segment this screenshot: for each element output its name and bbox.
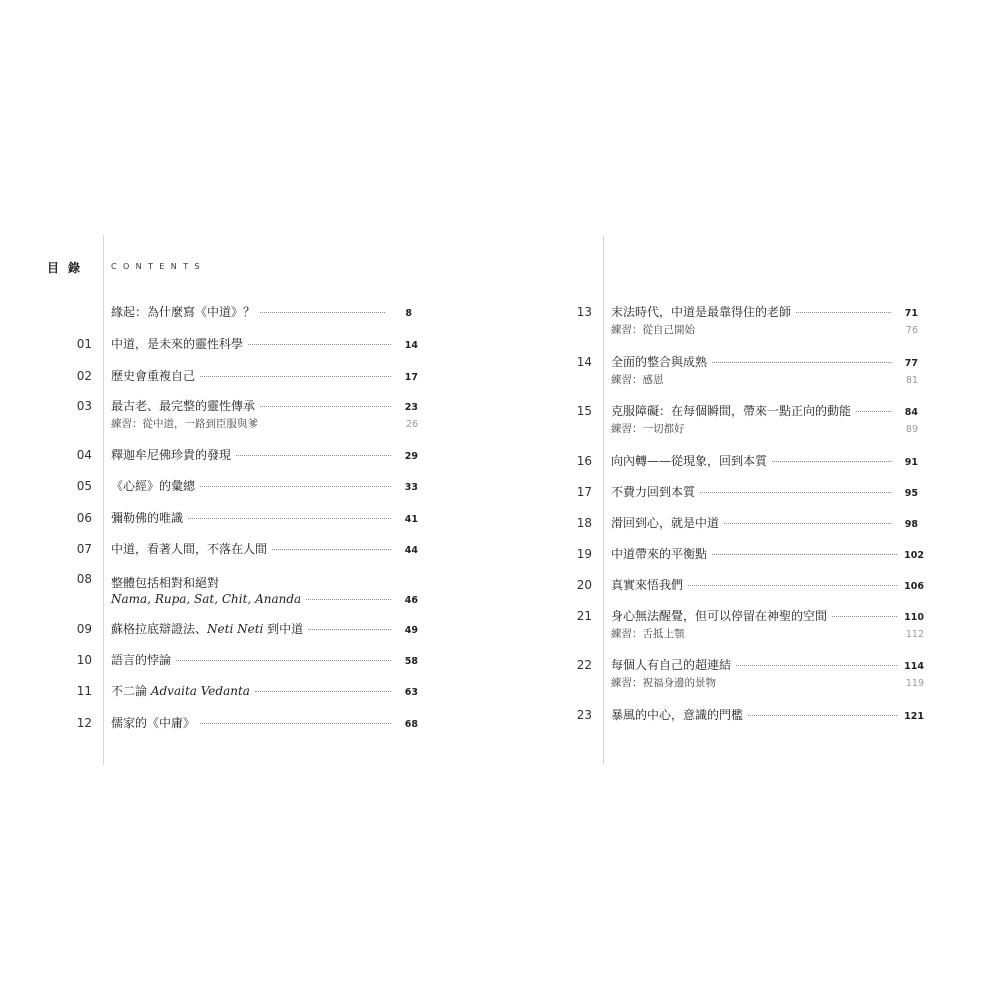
chapter-title: 緣起：為什麼寫《中道》？ (111, 305, 256, 319)
exercise-title: 練習：一切都好 (611, 423, 685, 435)
dot-leader (260, 312, 385, 313)
dot-leader (712, 554, 897, 555)
chapter-number: 07 (76, 542, 92, 556)
chapter-number: 16 (576, 454, 592, 468)
chapter-title: 真實來悟我們 (611, 578, 684, 592)
chapter-title-sanskrit: Nama, Rupa, Sat, Chit, Ananda (111, 592, 302, 606)
page-number: 46 (404, 595, 418, 606)
chapter-number: 09 (76, 622, 92, 636)
chapter-number: 08 (76, 572, 92, 586)
chapter-title: 中道，看著人間，不落在人間 (111, 542, 268, 556)
chapter-title: 最古老、最完整的靈性傳承 (111, 399, 256, 413)
dot-leader (688, 585, 897, 586)
page-number: 110 (904, 612, 924, 623)
dot-leader (724, 523, 891, 524)
exercise-page-number: 26 (405, 419, 418, 430)
chapter-title: 末法時代，中道是最靠得住的老師 (611, 305, 792, 319)
exercise-title: 練習：感恩 (611, 374, 664, 386)
chapter-number: 17 (576, 485, 592, 499)
left-column-divider (103, 235, 104, 765)
chapter-number: 04 (76, 448, 92, 462)
chapter-title: 全面的整合與成熟 (611, 355, 708, 369)
dot-leader (260, 406, 391, 407)
page-number: 63 (404, 687, 418, 698)
dot-leader (712, 362, 891, 363)
chapter-title: 滑回到心，就是中道 (611, 516, 720, 530)
chapter-number: 21 (576, 609, 592, 623)
page-number: 121 (904, 711, 924, 722)
dot-leader (308, 629, 391, 630)
chapter-title: 釋迦牟尼佛珍貴的發現 (111, 448, 232, 462)
dot-leader (236, 455, 391, 456)
dot-leader (748, 715, 897, 716)
right-column-divider (603, 235, 604, 765)
exercise-page-number: 76 (905, 325, 918, 336)
chapter-title: 中道帶來的平衡點 (611, 547, 708, 561)
chapter-number: 02 (76, 369, 92, 383)
chapter-title: 身心無法醒覺，但可以停留在神聖的空間 (611, 609, 828, 623)
chapter-number: 12 (76, 716, 92, 730)
chapter-number: 14 (576, 355, 592, 369)
page-number: 98 (904, 519, 918, 530)
chapter-number: 22 (576, 658, 592, 672)
dot-leader (796, 312, 891, 313)
exercise-title: 練習：舌抵上顎 (611, 628, 685, 640)
page-number: 102 (904, 550, 924, 561)
page-number: 77 (904, 358, 918, 369)
chapter-number: 19 (576, 547, 592, 561)
chapter-title-suffix: 到中道 (263, 622, 304, 636)
page-number: 91 (904, 457, 918, 468)
chapter-title-italic: Neti Neti (207, 622, 264, 636)
chapter-number: 06 (76, 511, 92, 525)
toc-heading-english: CONTENTS (111, 262, 206, 271)
page-number: 68 (404, 719, 418, 730)
exercise-page-number: 119 (905, 678, 924, 689)
chapter-title: 歷史會重複自己 (111, 369, 196, 383)
chapter-number: 18 (576, 516, 592, 530)
chapter-title: 彌勒佛的唯識 (111, 511, 184, 525)
exercise-page-number: 89 (905, 424, 918, 435)
chapter-title: 每個人有自己的超連結 (611, 658, 732, 672)
exercise-title: 練習：祝福身邊的景物 (611, 677, 716, 689)
chapter-title: 暴風的中心，意識的門檻 (611, 708, 744, 722)
chapter-title: 不費力回到本質 (611, 485, 696, 499)
dot-leader (200, 723, 391, 724)
chapter-number: 15 (576, 404, 592, 418)
chapter-title-italic: Advaita Vedanta (150, 684, 250, 698)
page-number: 29 (404, 451, 418, 462)
chapter-title: 儒家的《中庸》 (111, 716, 196, 730)
page-number: 8 (405, 308, 412, 319)
exercise-page-number: 81 (905, 375, 918, 386)
chapter-number: 03 (76, 399, 92, 413)
page-number: 23 (404, 402, 418, 413)
page-number: 41 (404, 514, 418, 525)
page-number: 17 (404, 372, 418, 383)
chapter-title: 語言的悖論 (111, 653, 172, 667)
dot-leader (700, 492, 891, 493)
dot-leader (856, 411, 891, 412)
page-number: 49 (404, 625, 418, 636)
page-number: 84 (904, 407, 918, 418)
toc-heading-chinese: 目錄 (47, 261, 90, 275)
exercise-title: 練習：從中道，一路到臣服與爹 (111, 418, 258, 430)
dot-leader (200, 486, 391, 487)
chapter-number: 13 (576, 305, 592, 319)
dot-leader (772, 461, 891, 462)
dot-leader (306, 599, 391, 600)
chapter-number: 20 (576, 578, 592, 592)
page-number: 71 (904, 308, 918, 319)
dot-leader (176, 660, 391, 661)
dot-leader (188, 518, 391, 519)
page-number: 33 (404, 482, 418, 493)
exercise-page-number: 112 (905, 629, 924, 640)
exercise-title: 練習：從自己開始 (611, 324, 695, 336)
page-number: 95 (904, 488, 918, 499)
page-number: 58 (404, 656, 418, 667)
chapter-title: 中道，是未來的靈性科學 (111, 337, 244, 351)
chapter-title: 蘇格拉底辯證法、 (111, 622, 208, 636)
dot-leader (832, 616, 897, 617)
chapter-number: 11 (76, 684, 92, 698)
page-number: 44 (404, 545, 418, 556)
chapter-number: 23 (576, 708, 592, 722)
chapter-number: 05 (76, 479, 92, 493)
dot-leader (736, 665, 897, 666)
dot-leader (200, 376, 391, 377)
page-number: 114 (904, 661, 924, 672)
chapter-title: 《心經》的彙總 (111, 479, 196, 493)
page-number: 106 (904, 581, 924, 592)
chapter-title: 克服障礙：在每個瞬間，帶來一點正向的動能 (611, 404, 852, 418)
chapter-number: 10 (76, 653, 92, 667)
chapter-number: 01 (76, 337, 92, 351)
dot-leader (272, 549, 391, 550)
chapter-title: 整體包括相對和絕對 (111, 576, 220, 590)
page-number: 14 (404, 340, 418, 351)
chapter-title: 不二論 (111, 684, 151, 698)
dot-leader (255, 691, 391, 692)
dot-leader (248, 344, 391, 345)
chapter-title: 向內轉——從現象，回到本質 (611, 454, 768, 468)
